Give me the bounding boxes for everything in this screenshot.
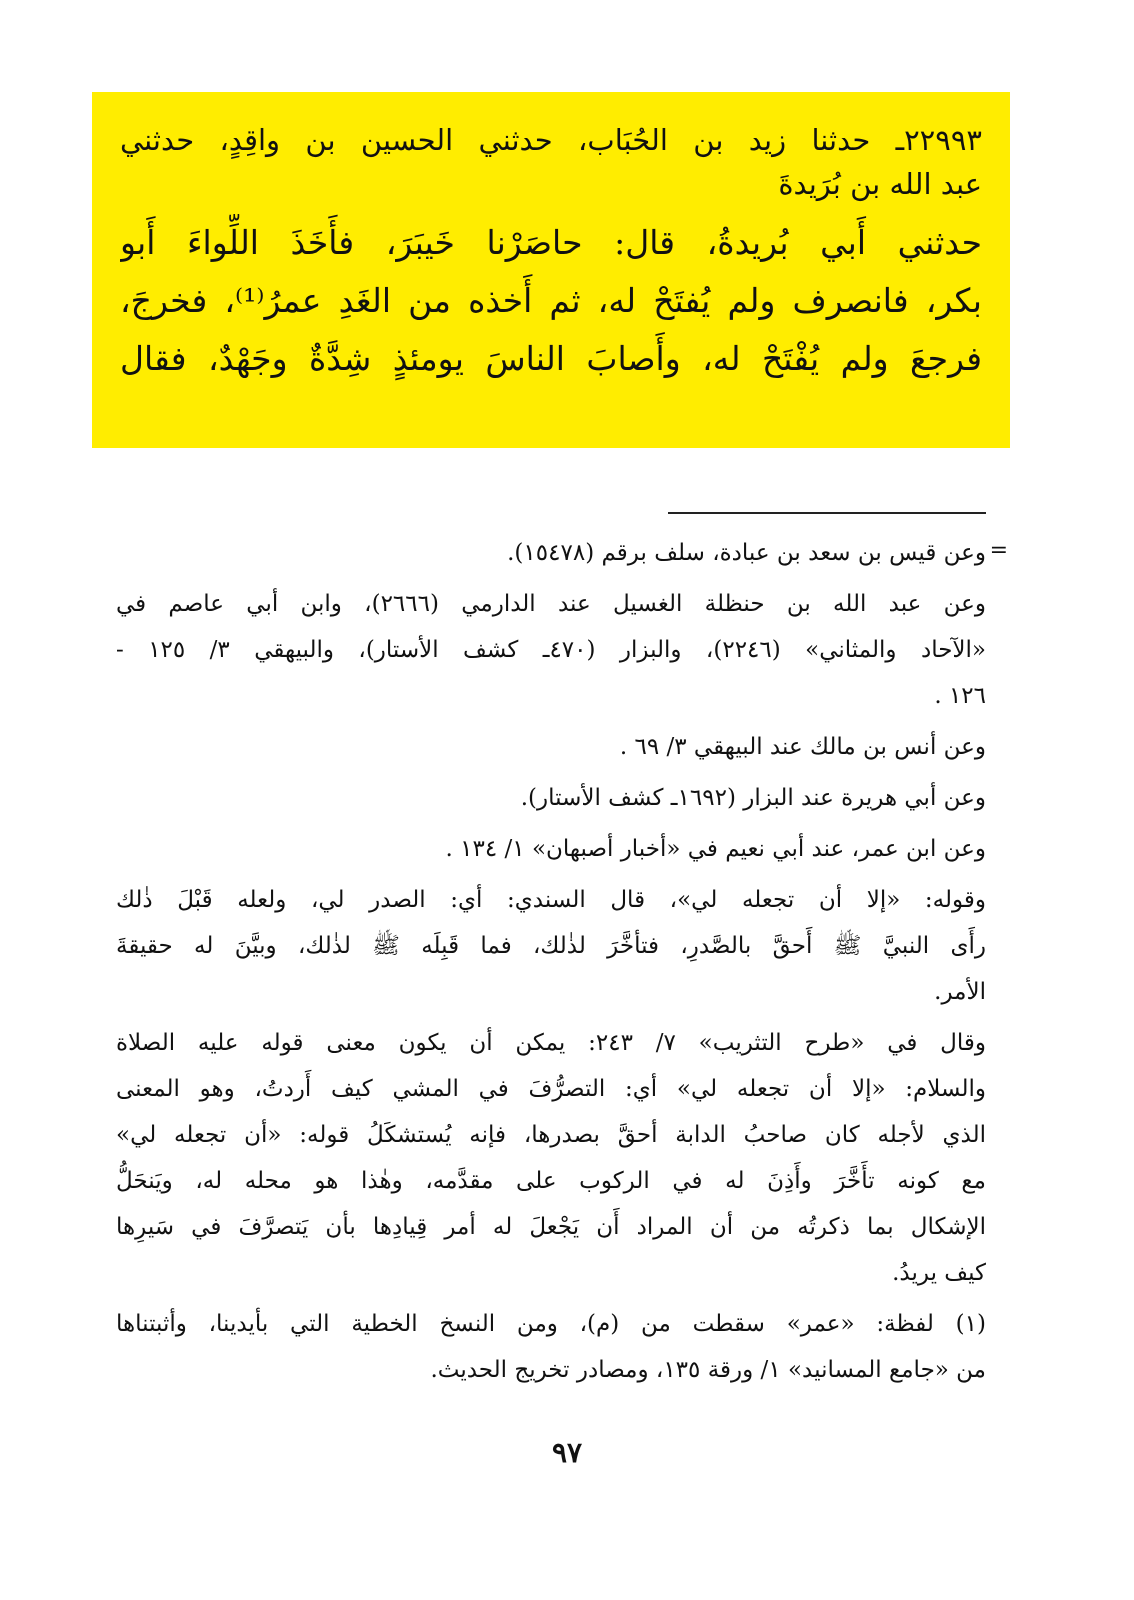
hadith-line: فرجعَ ولم يُفْتَحْ له، وأَصابَ الناسَ يومئذٍ شِدَّةٌ وجَهْدٌ، فقال xyxy=(120,339,982,378)
footnote-line: وعن أنس بن مالك عند البيهقي ٣/ ٦٩ . xyxy=(619,734,986,760)
footnote-line: وعن عبد الله بن حنظلة الغسيل عند الدارمي (٢٦٦٦)، وابن أبي عاصم في xyxy=(116,591,986,617)
hadith-line: حدثني أَبي بُريدةُ، قال: حاصَرْنا خَيبَرَ، فأَخَذَ اللِّواءَ أَبو xyxy=(120,223,982,262)
footnote-paragraph xyxy=(116,581,986,719)
footnote-line: (١) لفظة: «عمر» سقطت من (م)، ومن النسخ الخطية التي بأيدينا، وأثبتناها xyxy=(116,1311,986,1337)
continuation-mark: = xyxy=(989,538,1008,563)
footnote-paragraph xyxy=(116,877,986,1015)
footnote-line: ١٢٦ . xyxy=(934,683,986,709)
footnote-line: وعن قيس بن سعد بن عبادة، سلف برقم (١٥٤٧٨). xyxy=(507,540,986,566)
footnote-line: من «جامع المسانيد» ١/ ورقة ١٣٥، ومصادر تخريج الحديث. xyxy=(430,1357,986,1383)
footnote-line: كيف يريدُ. xyxy=(892,1260,986,1286)
footnote-line: «الآحاد والمثاني» (٢٢٤٦)، والبزار (٤٧٠ـ كشف الأستار)، والبيهقي ٣/ ١٢٥ - xyxy=(116,637,986,663)
footnote-line: مع كونه تأَخَّرَ وأَذِنَ له في الركوب على مقدَّمه، وهٰذا هو محله له، ويَنحَلُّ xyxy=(116,1168,986,1194)
footnote-line: وقال في «طرح التثريب» ٧/ ٢٤٣: يمكن أن يكون معنى قوله عليه الصلاة xyxy=(116,1030,986,1056)
footnote-line: الإشكال بما ذكرتُه من أن المراد أَن يَجْعلَ له أمر قِيادِها بأن يَتصرَّفَ في سَيرِها xyxy=(116,1214,986,1240)
page-number: ٩٧ xyxy=(551,1436,583,1469)
footnote-paragraph xyxy=(116,724,986,770)
footnote-paragraph xyxy=(116,826,986,872)
footnote-paragraph xyxy=(116,775,986,821)
footnote-separator xyxy=(668,512,986,514)
hadith-line: عبد الله بن بُرَيدةَ xyxy=(778,167,982,201)
footnote-line: وعن أبي هريرة عند البزار (١٦٩٢ـ كشف الأستار). xyxy=(520,785,986,811)
footnote-line: والسلام: «إلا أن تجعله لي» أي: التصرُّفَ في المشي كيف أَردتُ، وهو المعنى xyxy=(116,1076,986,1102)
footnote-line: الذي لأجله كان صاحبُ الدابة أحقَّ بصدرها، فإنه يُستشكَلُ قوله: «أن تجعله لي» xyxy=(116,1122,986,1148)
footnote-paragraph xyxy=(116,1301,986,1393)
hadith-line: ٢٢٩٩٣ـ حدثنا زيد بن الحُبَاب، حدثني الحسين بن واقِدٍ، حدثني xyxy=(120,123,982,157)
footnote-paragraph xyxy=(116,1020,986,1296)
footnotes xyxy=(116,530,1008,1398)
footnote-line: وعن ابن عمر، عند أبي نعيم في «أخبار أصبهان» ١/ ١٣٤ . xyxy=(445,836,986,862)
footnote-line: رأَى النبيَّ ﷺ أَحقَّ بالصَّدرِ، فتأخَّرَ لذٰلك، فما قَبِلَه ﷺ لذٰلك، وبيَّنَ له حقيقةَ xyxy=(116,933,986,959)
footnote-paragraph xyxy=(116,530,986,576)
footnote-line: وقوله: «إلا أن تجعله لي»، قال السندي: أي: الصدر لي، ولعله قَبْلَ ذٰلك xyxy=(116,887,986,913)
footnote-line: الأمر. xyxy=(934,979,986,1005)
hadith-line: بكر، فانصرف ولم يُفتَحْ له، ثم أَخذه من الغَدِ عمرُ⁽¹⁾، فخرجَ، xyxy=(120,281,982,320)
highlighted-hadith xyxy=(92,92,1010,448)
